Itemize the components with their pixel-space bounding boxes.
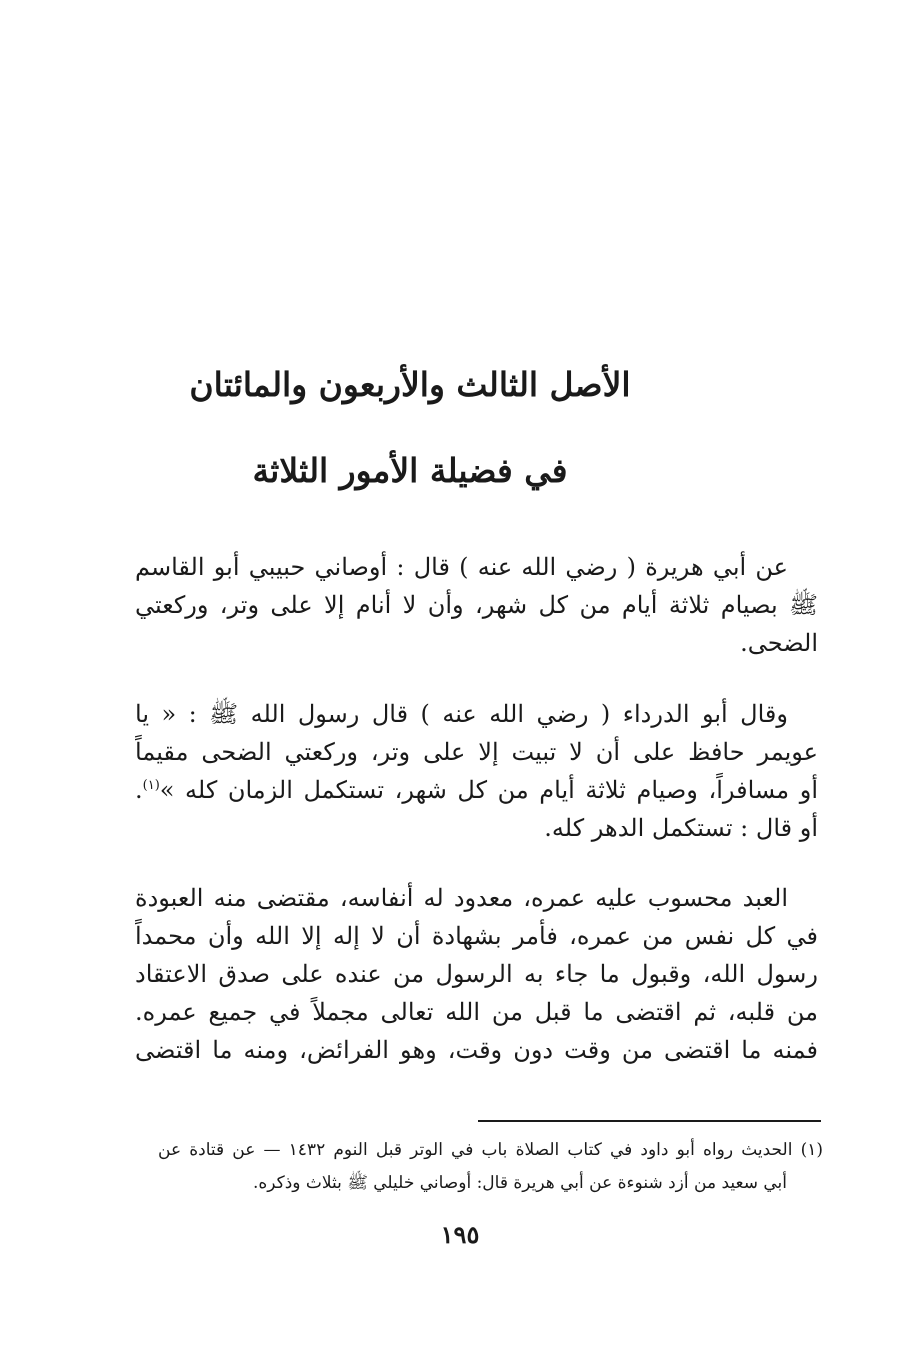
text-line: فمنه ما اقتضى من وقت دون وقت، وهو الفرائض، ومنه ما اقتضى [135,1036,818,1064]
text-line: في كل نفس من عمره، فأمر بشهادة أن لا إله إلا الله وأن محمداً [135,922,818,950]
text-line-content: أو مسافراً، وصيام ثلاثة أيام من كل شهر، تستكمل الزمان كله » [159,776,818,804]
text-line: الضحى. [740,629,818,657]
footnote-separator [478,1120,821,1122]
text-line: من قلبه، ثم اقتضى ما قبل من الله تعالى مجملاً في جميع عمره. [135,998,818,1026]
paragraph [135,548,818,662]
text-line-with-footnote [135,771,818,809]
text-line: وقال أبو الدرداء ( رضي الله عنه ) قال رسول الله ﷺ : « يا [135,700,788,728]
paragraph [135,879,818,1069]
chapter-title: الأصل الثالث والأربعون والمائتان [189,365,631,404]
text-line: العبد محسوب عليه عمره، معدود له أنفاسه، مقتضى منه العبودة [135,884,788,912]
footnote-line: (١) الحديث رواه أبو داود في كتاب الصلاة باب في الوتر قبل النوم ١٤٣٢ — عن قتادة عن [158,1140,823,1160]
footnotes [158,1134,823,1200]
text-line: أو قال : تستكمل الدهر كله. [544,814,818,842]
text-line: عن أبي هريرة ( رضي الله عنه ) قال : أوصاني حبيبي أبو القاسم [135,553,788,581]
text-line: عويمر حافظ على أن لا تبيت إلا على وتر، وركعتي الضحى مقيماً [135,738,818,766]
footnote-line: أبي سعيد من أزد شنوءة عن أبي هريرة قال: أوصاني خليلي ﷺ بثلاث وذكره. [252,1173,787,1193]
text-line: ﷺ بصيام ثلاثة أيام من كل شهر، وأن لا أنام إلا على وتر، وركعتي [135,591,818,619]
page-number: ١٩٥ [440,1220,480,1249]
paragraph [135,695,818,847]
sentence-end: . [135,776,143,804]
chapter-subtitle: في فضيلة الأمور الثلاثة [252,451,568,490]
footnote-reference[interactable]: (١) [142,778,160,793]
text-line: رسول الله، وقبول ما جاء به الرسول من عنده على صدق الاعتقاد [135,960,818,988]
